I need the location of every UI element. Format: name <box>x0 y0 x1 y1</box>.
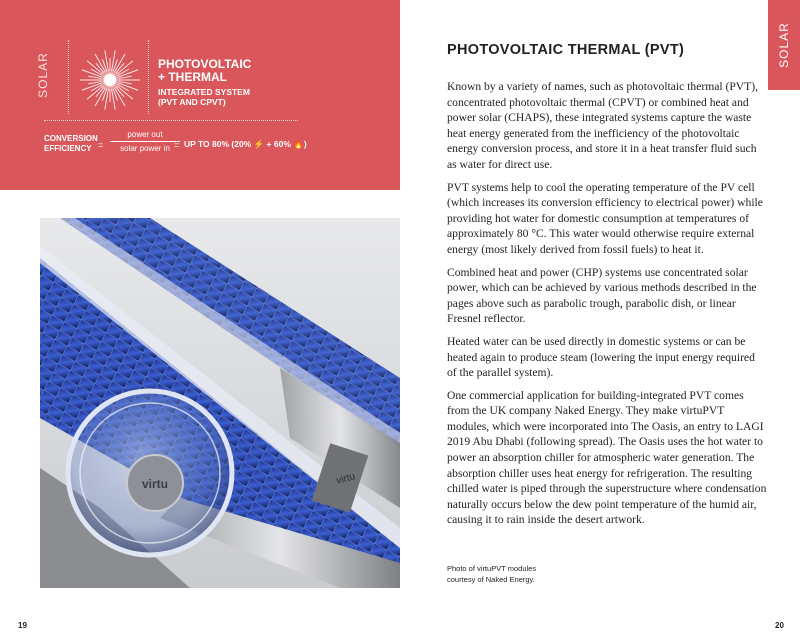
conversion-efficiency-label <box>44 134 98 154</box>
page-number: 19 <box>18 621 27 630</box>
body-text <box>447 79 767 535</box>
fraction-denominator: solar power in <box>120 144 170 153</box>
category-tab <box>768 0 800 90</box>
category-text: SOLAR <box>777 22 791 68</box>
module-subtitle <box>158 87 250 107</box>
label-line: EFFICIENCY <box>44 144 92 153</box>
paragraph: Combined heat and power (CHP) systems use concentrated solar power, which can be achieved by various methods described in the pages above such as parabolic trough, parabolic dish, or linear Fresnel reflector. <box>447 265 757 326</box>
photo-caption <box>447 563 567 585</box>
efficiency-result: UP TO 80% (20% ⚡ + 60% 🔥) <box>184 139 307 149</box>
page-title: PHOTOVOLTAIC THERMAL (PVT) <box>447 42 685 58</box>
right-page <box>400 0 800 640</box>
equals-sign: = <box>98 140 104 150</box>
svg-text:virtu: virtu <box>335 471 357 487</box>
title-line: PHOTOVOLTAIC <box>158 57 252 71</box>
caption-line: courtesy of Naked Energy. <box>447 575 535 584</box>
title-line: + THERMAL <box>158 70 227 84</box>
efficiency-fraction <box>110 130 180 153</box>
equals-sign: = <box>174 140 180 150</box>
paragraph: One commercial application for building-integrated PVT comes from the UK company Naked Energy. They make virtuPVT modules, which were incorporated into The Oasis, an entry to LAGI 2019 Abu Dhabi (following spread). The Oasis uses the hot water to power an absorption chiller for atmospheric water generation. The absorption chiller uses heat energy for refrigeration. The resulting chilled water is piped through the superstructure where condensation naturally occurs below the dew point temperature of the humid air, causing it to rain inside the desert artwork. <box>447 388 767 527</box>
sun-icon <box>78 48 142 112</box>
subtitle-line: (PVT AND CPVT) <box>158 97 226 107</box>
divider <box>68 40 69 114</box>
module-title <box>158 58 251 84</box>
subtitle-line: INTEGRATED SYSTEM <box>158 87 250 97</box>
label-line: CONVERSION <box>44 134 98 143</box>
paragraph: Known by a variety of names, such as photovoltaic thermal (PVT), concentrated photovoltaic thermal (CPVT) or combined heat and power solar (CHAPS), these integrated systems capture the waste heat energy generated from the inefficiency of the photovoltaic energy conversion process, and store it in a heat transfer fluid such as water for direct use. <box>447 80 759 171</box>
paragraph: PVT systems help to cool the operating temperature of the PV cell (which increases its conversion efficiency to electrical power) while providing hot water for domestic consumption at temperatures of approximately 80 °C. This water would otherwise require external energy (most likely derived from fossil fuels) to heat it. <box>447 180 763 256</box>
paragraph: Heated water can be used directly in domestic systems or can be heated again to produce steam (lowering the input energy required of the parallel system). <box>447 334 755 380</box>
header-panel <box>0 0 400 190</box>
page-number: 20 <box>775 621 784 630</box>
divider <box>148 40 149 114</box>
category-text: SOLAR <box>36 52 50 98</box>
fraction-numerator: power out <box>127 130 163 139</box>
divider <box>44 120 298 121</box>
pvt-module-photo <box>40 218 400 588</box>
svg-text:virtu: virtu <box>142 477 169 491</box>
caption-line: Photo of virtuPVT modules <box>447 564 537 573</box>
category-label <box>28 40 58 110</box>
